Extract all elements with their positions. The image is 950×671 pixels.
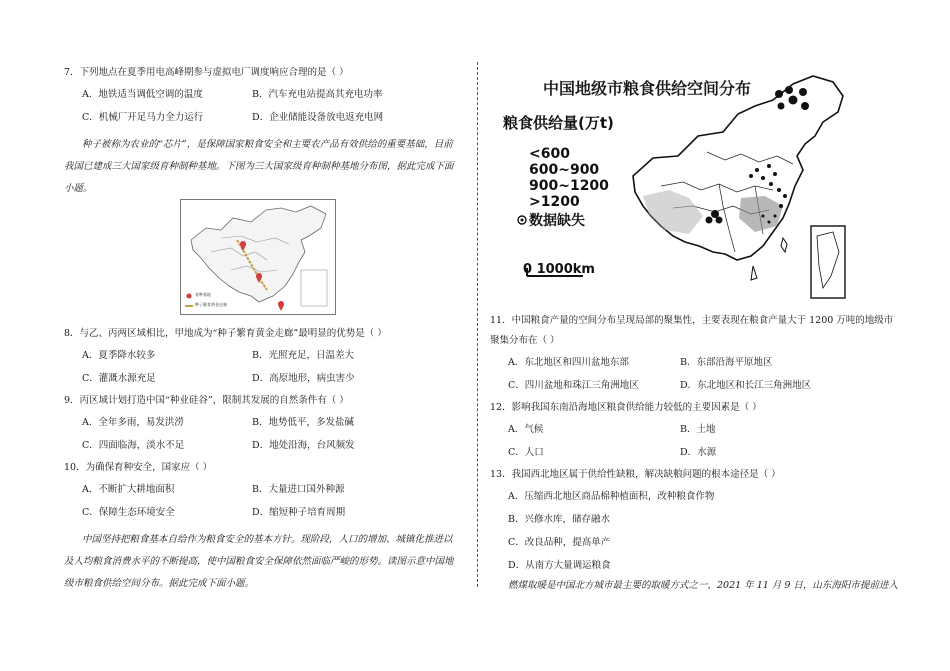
- passage-seed-line-2: 我国已建成三大国家级育种制种基地。下图为三大国家级育种制种基地分布图，据此完成下面: [64, 161, 454, 172]
- grain-map-legend-2: 600~900: [529, 162, 600, 178]
- passage-grain-line-1: 中国坚持把粮食基本自给作为粮食安全的基本方针。现阶段，人口的增加、城镇化推进以: [82, 534, 453, 545]
- passage-grain-line-2: 及人均粮食消费水平的不断提高，使中国粮食安全保障依然面临严峻的形势。读图示意中国地: [64, 556, 454, 567]
- option-9d: D．地处沿海，台风频发: [252, 440, 355, 451]
- left-column-lower: [64, 327, 464, 595]
- option-9c: C．四面临海，淡水不足: [82, 440, 185, 451]
- question-9-stem: 9．丙区域计划打造中国“种业硅谷”，限制其发展的自然条件有（ ）: [64, 395, 349, 406]
- question-12-options: [490, 423, 910, 460]
- passage-grain: [64, 529, 464, 595]
- column-divider: [477, 62, 478, 587]
- option-8a: A．夏季降水较多: [82, 350, 156, 361]
- question-7-options: [64, 88, 464, 125]
- option-12a: A．气候: [508, 424, 544, 435]
- option-11b: B．东部沿海平原地区: [680, 357, 773, 368]
- question-11-options: [490, 356, 910, 393]
- option-9b: B．地势低平，多发盐碱: [252, 417, 354, 428]
- question-9-options: [64, 416, 464, 453]
- grain-map-legend-title: 粮食供给量(万t): [503, 114, 614, 132]
- grain-map-scale: 0 1000km: [523, 262, 595, 277]
- seed-base-map: [180, 199, 336, 315]
- question-13-options: [490, 490, 910, 573]
- option-11a: A．东北地区和四川盆地东部: [508, 357, 629, 368]
- option-11c: C．四川盆地和珠江三角洲地区: [508, 380, 639, 391]
- question-7-stem: 7．下列地点在夏季用电高峰期参与虚拟电厂调度响应合理的是（ ）: [64, 67, 349, 78]
- small-map-legend-1: 育种基地: [195, 292, 211, 297]
- option-10b: B．大量进口国外种源: [252, 484, 345, 495]
- grain-supply-map: [493, 66, 911, 311]
- option-13a: A．压缩西北地区商品棉种植面积，改种粮食作物: [508, 491, 715, 502]
- question-12-stem: 12．影响我国东南沿海地区粮食供给能力较低的主要因素是（ ）: [490, 402, 762, 413]
- option-7d: D．企业储能设备放电返充电网: [252, 112, 384, 123]
- passage-grain-line-3: 级市粮食供给空间分布。据此完成下面小题。: [64, 578, 255, 589]
- option-9a: A．全年多雨，易发洪涝: [82, 417, 184, 428]
- option-13b: B．兴修水库，储存融水: [508, 514, 610, 525]
- seed-base-marker-bing: [278, 301, 284, 311]
- option-8c: C．灌溉水源充足: [82, 373, 156, 384]
- option-8d: D．高原地形，病虫害少: [252, 373, 355, 384]
- option-10d: D．缩短种子培育周期: [252, 507, 346, 518]
- grain-map-legend-3: 900~1200: [529, 178, 609, 194]
- grain-map-legend-1: <600: [529, 146, 570, 162]
- question-11-stem-2: 聚集分布在（ ）: [490, 335, 560, 346]
- option-7b: B．汽车充电站提高其充电功率: [252, 89, 383, 100]
- left-column: [64, 66, 464, 200]
- question-10-stem: 10．为确保育种安全，国家应（ ）: [64, 462, 213, 473]
- question-8-options: [64, 349, 464, 386]
- passage-seed-line-3: 小题。: [64, 183, 93, 194]
- question-13-stem: 13．我国西北地区属于供给性缺粮，解决缺粮问题的根本途径是（ ）: [490, 469, 781, 480]
- grain-map-legend-5: 数据缺失: [529, 213, 585, 229]
- option-13c: C．改良品种，提高单产: [508, 537, 611, 548]
- grain-map-legend-4: >1200: [529, 194, 580, 210]
- option-12c: C．人口: [508, 447, 544, 458]
- grain-map-title: 中国地级市粮食供给空间分布: [543, 79, 752, 98]
- small-map-legend-2: 种子繁育黄金走廊: [195, 302, 227, 307]
- option-11d: D．东北地区和长江三角洲地区: [680, 380, 812, 391]
- question-8-stem: 8．与乙、丙两区域相比，甲地成为“种子繁育黄金走廊”最明显的优势是（ ）: [64, 328, 387, 339]
- passage-seed-line-1: 种子被称为农业的“芯片”，是保障国家粮食安全和主要农产品有效供给的重要基础，目前: [82, 139, 453, 150]
- option-8b: B．光照充足，日温差大: [252, 350, 354, 361]
- question-10-options: [64, 483, 464, 520]
- option-12b: B．土地: [680, 424, 716, 435]
- option-10c: C．保障生态环境安全: [82, 507, 175, 518]
- option-7c: C．机械厂开足马力全力运行: [82, 112, 204, 123]
- option-12d: D．水源: [680, 447, 717, 458]
- option-13d: D．从南方大量调运粮食: [508, 560, 611, 571]
- right-column: [490, 314, 910, 597]
- passage-seed: [64, 134, 464, 200]
- question-11-stem-1: 11．中国粮食产量的空间分布呈现局部的聚集性，主要表现在粮食产量大于 1200 万吨的地级市: [490, 315, 894, 326]
- option-10a: A．不断扩大耕地面积: [82, 484, 175, 495]
- passage-heating: 燃煤取暖是中国北方城市最主要的取暖方式之一，2021 年 11 月 9 日，山东海阳市提前进入: [508, 580, 898, 591]
- option-7a: A．地铁适当调低空调的温度: [82, 89, 203, 100]
